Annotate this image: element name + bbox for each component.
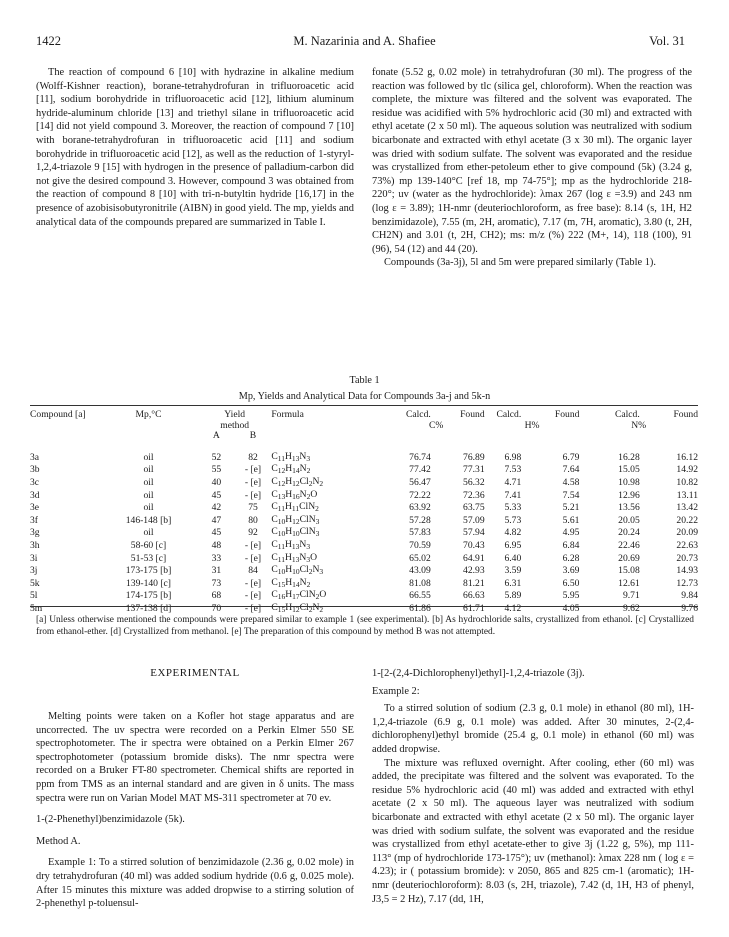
formula-element: H: [284, 551, 292, 563]
cell-calcd-n: 20.24: [618, 527, 640, 539]
cell-yield-b: 75: [248, 502, 258, 514]
cell-found-n: 9.84: [681, 590, 698, 602]
cell-yield-a: 48: [211, 539, 222, 551]
cell-calcd-h: 7.53: [504, 464, 522, 476]
cell-calcd-c: 70.59: [409, 539, 431, 551]
formula-element: O: [319, 589, 327, 601]
cell-mp: oil: [143, 527, 154, 539]
col-header-method-b: B: [249, 430, 257, 442]
example-2-paragraph-1: To a stirred solution of sodium (2.3 g, 0.1 mole) in ethanol (80 ml), 1H-1,2,4-triazole (6.9 g, 0.1 mole) was added. After 30 minutes, 2-(2,4-dichlorophenyl)ethyl bromide (25.4 g, 0.1 mole) in ethanol (60 ml) was added dropwise.: [372, 703, 694, 755]
method-a-label: Method A.: [36, 835, 81, 847]
cell-yield-b: - [e]: [244, 552, 262, 564]
formula-subscript: 13: [291, 541, 300, 551]
formula-subscript: 3: [319, 567, 324, 577]
formula-subscript: 15: [277, 604, 286, 614]
cell-calcd-h: 5.73: [504, 514, 522, 526]
cell-found-n: 22.63: [676, 539, 698, 551]
cell-found-c: 76.89: [463, 451, 485, 463]
cell-calcd-n: 12.61: [618, 577, 640, 589]
formula-element: H: [285, 513, 293, 525]
formula-subscript: 16: [277, 592, 286, 602]
formula-element: N: [312, 564, 320, 576]
formula-subscript: 2: [306, 466, 311, 476]
cell-calcd-n: 15.08: [618, 565, 640, 577]
table-row: [30, 502, 698, 515]
cell-yield-a: 42: [211, 502, 222, 514]
cell-calcd-c: 56.47: [409, 476, 431, 488]
example-2-paragraph-2: The mixture was refluxed overnight. After cooling, ether (60 ml) was added, the precipitate was filtered and the solvent was evaporated. To the residue 5% hydrochloric acid (40 ml) was added and extracted with ethyl acetate (2 x 50 ml). The aqueous layer was neutralized with sodium bicarbonate and extracted with ethyl acetate (2 x 50 ml). The organic layer was dried with sodium sulfate, the solvent was evaporated and the residue was crystallized from ethyl acetate-ether to give 3j (1.22 g, 5%), mp 111-113° (mp of hydrochloride 173-175°); uv (methanol): λmax 228 nm ( log ε = 4.23); ir ( potassium bromide): ν 2050, 865 and 825 cm-1 (aromatic); 1H-nmr (deuteriochloroform): 8.03 (s, 2H, triazole), 7.42 (d, 1H, H3 of phenyl, J3,5 = 2 Hz), 7.17 (dd, 1H,: [372, 757, 694, 905]
formula-element: C: [271, 463, 278, 475]
formula-subscript: 13: [291, 453, 300, 463]
compound-3j-title: 1-[2-(2,4-Dichlorophenyl)ethyl]-1,2,4-triazole (3j).: [372, 668, 585, 679]
section-heading-experimental: EXPERIMENTAL: [150, 667, 240, 679]
cell-found-n: 12.73: [676, 577, 698, 589]
formula-element: H: [284, 538, 292, 550]
cell-compound: 3c: [30, 476, 40, 488]
cell-compound: 3g: [30, 527, 40, 539]
formula-subscript: 13: [291, 554, 300, 564]
formula-element: C: [271, 551, 278, 563]
col-header-calcd-n: Calcd.: [614, 409, 640, 420]
cell-found-h: 4.58: [562, 476, 580, 488]
formula-element: N: [312, 475, 320, 487]
cell-calcd-h: 5.89: [504, 590, 522, 602]
formula-element: C: [271, 501, 278, 513]
table-footnote: [a] Unless otherwise mentioned the compounds were prepared similar to example 1 (see experimental). [b] As hydrochloride salts, crystallized from ethanol. [c] Crystallized from ethanol-ether. [d] Crystallized from methanol. [e] The preparation of this compound by method B was not attempted.: [36, 615, 694, 638]
cell-calcd-n: 22.46: [618, 539, 640, 551]
formula-subscript: 12: [292, 516, 300, 526]
cell-calcd-c: 65.02: [409, 552, 431, 564]
cell-calcd-n: 12.96: [618, 489, 640, 501]
cell-calcd-h: 6.95: [504, 539, 522, 551]
running-header-authors: M. Nazarinia and A. Shafiee: [293, 34, 436, 48]
cell-calcd-n: 9.62: [622, 602, 640, 614]
cell-yield-a: 68: [211, 590, 222, 602]
formula-subscript: 12: [292, 604, 300, 614]
cell-found-n: 20.09: [676, 527, 698, 539]
cell-found-c: 57.09: [463, 514, 485, 526]
cell-found-n: 10.82: [676, 476, 698, 488]
cell-found-n: 20.73: [676, 552, 698, 564]
formula-subscript: 3: [315, 516, 320, 526]
cell-yield-b: - [e]: [244, 476, 262, 488]
formula-subscript: 3: [306, 541, 311, 551]
cell-calcd-h: 4.82: [504, 527, 522, 539]
cell-found-c: 63.75: [463, 502, 485, 514]
cell-compound: 3j: [30, 565, 38, 577]
compound-data-table: [30, 410, 698, 616]
cell-calcd-h: 3.59: [504, 565, 522, 577]
cell-calcd-n: 20.69: [618, 552, 640, 564]
cell-yield-b: - [e]: [244, 577, 262, 589]
cell-found-h: 6.28: [562, 552, 580, 564]
formula-element: ClN: [299, 513, 316, 525]
cell-calcd-c: 81.08: [409, 577, 431, 589]
experimental-right-column: [372, 667, 694, 906]
formula-subscript: 2: [319, 604, 324, 614]
formula-element: N: [299, 576, 307, 588]
cell-yield-b: - [e]: [244, 489, 262, 501]
cell-found-h: 6.50: [562, 577, 580, 589]
cell-mp: 173-175 [b]: [125, 565, 172, 577]
cell-yield-a: 55: [211, 464, 222, 476]
cell-mp: 146-148 [b]: [125, 514, 172, 526]
cell-yield-a: 70: [211, 602, 222, 614]
cell-calcd-n: 16.28: [618, 451, 640, 463]
formula-subscript: 2: [306, 491, 311, 501]
cell-yield-b: - [e]: [244, 602, 262, 614]
formula-subscript: 10: [277, 529, 286, 539]
cell-mp: 58-60 [c]: [130, 539, 167, 551]
cell-calcd-n: 9.71: [622, 590, 640, 602]
cell-found-h: 7.64: [562, 464, 580, 476]
cell-found-c: 61.71: [463, 602, 485, 614]
cell-found-h: 4.95: [562, 527, 580, 539]
cell-calcd-c: 77.42: [409, 464, 431, 476]
cell-found-h: 3.69: [562, 565, 580, 577]
formula-element: ClN: [299, 526, 316, 538]
cell-calcd-h: 4.71: [504, 476, 522, 488]
cell-compound: 5m: [30, 602, 43, 614]
col-header-found-n: Found: [673, 409, 698, 420]
cell-yield-b: 80: [248, 514, 258, 526]
formula-element: N: [299, 463, 307, 475]
col-header-calcd-h: Calcd.: [496, 409, 522, 420]
formula-element: N: [299, 488, 307, 500]
table-row: [30, 553, 698, 566]
formula-element: C: [271, 564, 278, 576]
cell-compound: 5l: [30, 590, 38, 602]
volume-label: Vol. 31: [649, 34, 685, 48]
formula-subscript: 2: [308, 478, 313, 488]
cell-yield-a: 45: [211, 527, 222, 539]
formula-subscript: 14: [292, 466, 300, 476]
cell-found-c: 72.36: [463, 489, 485, 501]
table-row: [30, 540, 698, 553]
formula-subscript: 10: [292, 529, 300, 539]
cell-calcd-h: 5.33: [504, 502, 522, 514]
cell-mp: 51-53 [c]: [130, 552, 167, 564]
table-bottom-rule: [30, 606, 698, 607]
intro-paragraph: The reaction of compound 6 [10] with hydrazine in alkaline medium (Wolff-Kishner reaction), borane-tetrahydrofuran in trifluoroacetic acid [11], sodium borohydride in trifluoroacetic acid [12], lithium aluminum hydride-aluminum chloride [13] and triethyl silane in trifluoroacetic acid [14] did not yield compound 3. Moreover, the reaction of compound 7 [10] with borane-tetrahydrofuran in trifluoroacetic acid [11] and sodium borohydride in trifluoroacetic acid [12], as well as the reduction of 1-styryl-1,2,4-triazole 9 [15] with hydrogen in the presence of palladium-carbon did not give the desired compound 3. However, compound 3 was obtained from the reaction of compound 8 [10] with tri-n-butyltin hydride [16,17] in the presence of azobisisobutyronitrile (AIBN) in good yield. The mp, yields and analytical data of the compounds prepared are summarized in Table I.: [36, 67, 354, 228]
table-row: [30, 527, 698, 540]
cell-found-c: 57.94: [463, 527, 485, 539]
cell-calcd-c: 76.74: [409, 451, 431, 463]
cell-found-c: 77.31: [463, 464, 485, 476]
cell-found-h: 4.05: [562, 602, 580, 614]
cell-calcd-c: 72.22: [409, 489, 431, 501]
formula-element: Cl: [299, 475, 309, 487]
cell-yield-b: - [e]: [244, 590, 262, 602]
formula-element: O: [310, 488, 318, 500]
cell-yield-a: 40: [211, 476, 222, 488]
cell-found-n: 13.11: [676, 489, 698, 501]
cell-yield-a: 33: [211, 552, 222, 564]
table-row: [30, 452, 698, 465]
cell-calcd-h: 6.98: [504, 451, 522, 463]
cell-mp: oil: [143, 489, 154, 501]
cell-found-h: 6.84: [562, 539, 580, 551]
cell-yield-a: 52: [211, 451, 222, 463]
formula-element: H: [285, 601, 293, 613]
cell-yield-a: 45: [211, 489, 222, 501]
cell-found-n: 16.12: [676, 451, 698, 463]
table-caption: Mp, Yields and Analytical Data for Compounds 3a-j and 5k-n: [238, 391, 491, 402]
cell-mp: 139-140 [c]: [125, 577, 172, 589]
formula-subscript: 17: [292, 592, 300, 602]
cell-yield-b: 82: [248, 451, 258, 463]
table-row: [30, 464, 698, 477]
cell-found-c: 64.91: [463, 552, 485, 564]
col-header-found-h: Found: [554, 409, 580, 420]
formula-subscript: 10: [277, 516, 286, 526]
table-top-rule: [30, 405, 698, 406]
col-subheader-method: method: [220, 419, 250, 431]
formula-subscript: 11: [277, 554, 285, 564]
cell-calcd-n: 15.05: [618, 464, 640, 476]
cell-found-c: 42.93: [463, 565, 485, 577]
formula-element: H: [285, 564, 293, 576]
cell-found-c: 56.32: [463, 476, 485, 488]
formula-element: H: [285, 589, 293, 601]
formula-element: H: [284, 450, 292, 462]
formula-element: H: [284, 501, 292, 513]
cell-calcd-c: 57.83: [409, 527, 431, 539]
formula-subscript: 12: [277, 478, 286, 488]
formula-subscript: 3: [306, 554, 311, 564]
formula-element: C: [271, 589, 278, 601]
similar-preparation-note: Compounds (3a-3j), 5l and 5m were prepared similarly (Table 1).: [384, 257, 656, 269]
cell-compound: 3d: [30, 489, 40, 501]
example-1-paragraph: Example 1: To a stirred solution of benzimidazole (2.36 g, 0.02 mole) in dry tetrahydrofuran (40 ml) was added sodium hydride (0.6 g, 0.025 mole). After 15 minutes this mixture was added dropwise to a stirring solution of 2-phenethyl p-toluensul-: [36, 857, 354, 910]
cell-yield-a: 47: [211, 514, 222, 526]
cell-found-n: 20.22: [676, 514, 698, 526]
cell-yield-a: 73: [211, 577, 222, 589]
cell-calcd-c: 61.86: [409, 602, 431, 614]
cell-found-h: 5.21: [562, 502, 580, 514]
formula-element: H: [285, 526, 293, 538]
table-row: [30, 515, 698, 528]
col-header-yield: Yield: [224, 409, 246, 420]
cell-compound: 3e: [30, 502, 40, 514]
cell-compound: 3b: [30, 464, 40, 476]
formula-subscript: 10: [277, 567, 286, 577]
example-2-label: Example 2:: [372, 685, 420, 697]
formula-element: C: [271, 601, 278, 613]
cell-calcd-h: 6.40: [504, 552, 522, 564]
formula-subscript: 2: [308, 567, 313, 577]
cell-found-c: 70.43: [463, 539, 485, 551]
formula-subscript: 2: [315, 592, 320, 602]
formula-element: ClN: [299, 501, 316, 513]
formula-element: H: [285, 463, 293, 475]
synthesis-continuation-column: [372, 66, 692, 270]
col-unit-c: C%: [428, 419, 444, 431]
cell-found-n: 13.42: [676, 502, 698, 514]
page-number: 1422: [36, 34, 61, 48]
formula-subscript: 10: [292, 567, 300, 577]
cell-yield-b: - [e]: [244, 464, 262, 476]
cell-calcd-n: 13.56: [618, 502, 640, 514]
formula-subscript: 12: [292, 478, 300, 488]
formula-element: ClN: [299, 589, 316, 601]
formula-element: C: [271, 576, 278, 588]
formula-subscript: 14: [292, 579, 300, 589]
cell-calcd-n: 10.98: [618, 476, 640, 488]
formula-subscript: 13: [277, 491, 286, 501]
cell-calcd-n: 20.05: [618, 514, 640, 526]
col-header-calcd-c: Calcd.: [405, 409, 431, 420]
col-unit-n: N%: [631, 419, 647, 431]
formula-subscript: 3: [315, 529, 320, 539]
cell-compound: 3f: [30, 514, 38, 526]
cell-found-n: 14.92: [676, 464, 698, 476]
synthesis-paragraph: fonate (5.52 g, 0.02 mole) in tetrahydrofuran (30 ml). The progress of the reaction was followed by tlc (silica gel, chloroform). When the reaction was complete, the mixture was filtered and the solvent was evaporated. The residue was acidified with 5% hydrochloric acid (30 ml) and extracted with ethyl acetate (2 x 50 ml). The aqueous solution was neutralized with sodium bicarbonate and extracted with ethyl acetate (3 x 30 ml). The organic layer was dried with sodium sulfate. The solvent was evaporated and the residue was crystallized from ether-petoleum ether to give compound (5k) (3.24 g, 73%) mp 139-140°C [ref 18, mp 74-75°]; mp as the hydrochloride 218-220°; uv (water as the hydrochloride): λmax 267 (log ε =3.9) and 243 nm (log ε = 3.89); 1H-nmr (deuteriochloroform, as free base): 8.14 (s, 1H, H2 benzimidazole), 7.55 (m, 2H, aromatic), 7.17 (m, 7H, aromatic), 3.80 (t, 2H, CH2N) and 3.01 (t, 2H, CH2); ms: m/z (%) 222 (M+, 14), 118 (100), 91 (96), 54 (12) and 44 (20).: [372, 67, 692, 255]
table-title: Table 1: [349, 375, 380, 386]
formula-subscript: 2: [308, 604, 313, 614]
formula-subscript: 2: [306, 579, 311, 589]
cell-calcd-c: 43.09: [409, 565, 431, 577]
formula-subscript: 12: [277, 466, 286, 476]
cell-found-h: 7.54: [562, 489, 580, 501]
cell-found-h: 5.95: [562, 590, 580, 602]
formula-subscript: 2: [315, 504, 319, 514]
cell-mp: 137-138 [d]: [125, 602, 172, 614]
formula-subscript: 11: [277, 504, 285, 514]
formula-element: N: [299, 450, 307, 462]
table-row: [30, 565, 698, 578]
col-header-compound: Compound [a]: [30, 409, 86, 420]
cell-mp: 174-175 [b]: [125, 590, 172, 602]
cell-compound: 3a: [30, 451, 40, 463]
table-row: [30, 490, 698, 503]
formula-subscript: 2: [319, 478, 324, 488]
col-header-mp: Mp,°C: [135, 409, 162, 420]
cell-calcd-h: 7.41: [504, 489, 522, 501]
cell-found-n: 14.93: [676, 565, 698, 577]
table-row: [30, 477, 698, 490]
table-body: [30, 452, 698, 616]
formula-subscript: 11: [277, 453, 285, 463]
cell-mp: oil: [143, 464, 154, 476]
formula-element: C: [271, 450, 278, 462]
cell-compound: 5k: [30, 577, 40, 589]
col-header-formula: Formula: [271, 409, 304, 420]
formula-subscript: 3: [306, 453, 311, 463]
formula-subscript: 16: [292, 491, 300, 501]
cell-yield-b: 84: [248, 565, 258, 577]
cell-calcd-h: 4.12: [504, 602, 522, 614]
cell-calcd-c: 66.55: [409, 590, 431, 602]
col-header-found-c: Found: [460, 409, 485, 420]
compound-5k-title: 1-(2-Phenethyl)benzimidazole (5k).: [36, 814, 185, 826]
cell-found-c: 66.63: [463, 590, 485, 602]
formula-element: N: [299, 538, 307, 550]
intro-column: [36, 66, 354, 229]
formula-element: Cl: [299, 564, 309, 576]
cell-compound: 3h: [30, 539, 40, 551]
formula-subscript: 11: [277, 541, 285, 551]
cell-mp: oil: [143, 502, 154, 514]
table-row: [30, 578, 698, 591]
formula-subscript: 11: [291, 504, 300, 514]
formula-element: H: [285, 576, 293, 588]
cell-yield-b: - [e]: [244, 539, 262, 551]
cell-calcd-c: 63.92: [409, 502, 431, 514]
cell-calcd-h: 6.31: [504, 577, 522, 589]
cell-compound: 3i: [30, 552, 38, 564]
cell-yield-a: 31: [211, 565, 222, 577]
cell-calcd-c: 57.28: [409, 514, 431, 526]
formula-element: Cl: [299, 601, 309, 613]
cell-yield-b: 92: [248, 527, 258, 539]
col-header-method-a: A: [212, 430, 220, 442]
formula-element: H: [285, 475, 293, 487]
formula-element: C: [271, 488, 278, 500]
formula-subscript: 15: [277, 579, 286, 589]
formula-element: C: [271, 475, 278, 487]
experimental-left-column: [36, 710, 354, 911]
formula-element: C: [271, 538, 278, 550]
cell-mp: oil: [143, 451, 154, 463]
table-row: [30, 590, 698, 603]
formula-element: C: [271, 526, 278, 538]
cell-found-h: 6.79: [562, 451, 580, 463]
cell-mp: oil: [143, 476, 154, 488]
formula-element: N: [299, 551, 307, 563]
col-unit-h: H%: [524, 419, 540, 431]
formula-element: H: [285, 488, 293, 500]
instrumentation-paragraph: Melting points were taken on a Kofler hot stage apparatus and are uncorrected. The uv spectra were recorded on a Perkin Elmer 550 SE spectrophotometer. The ir spectra were obtained on a Perkin Elmer 267 spectrophotometer (potassium bromide disks). The nmr spectra were recorded on a Bruker FT-80 spectrometer. Chemical shifts are reported in ppm from TMS as an internal standard and are given in δ units. The mass spectra were run on Varian Model MAT MS-311 spectrometer at 70 ev.: [36, 711, 354, 804]
formula-element: C: [271, 513, 278, 525]
formula-element: N: [312, 601, 320, 613]
cell-found-c: 81.21: [463, 577, 485, 589]
formula-element: O: [310, 551, 318, 563]
cell-found-n: 9.76: [681, 602, 698, 614]
cell-found-h: 5.61: [562, 514, 580, 526]
